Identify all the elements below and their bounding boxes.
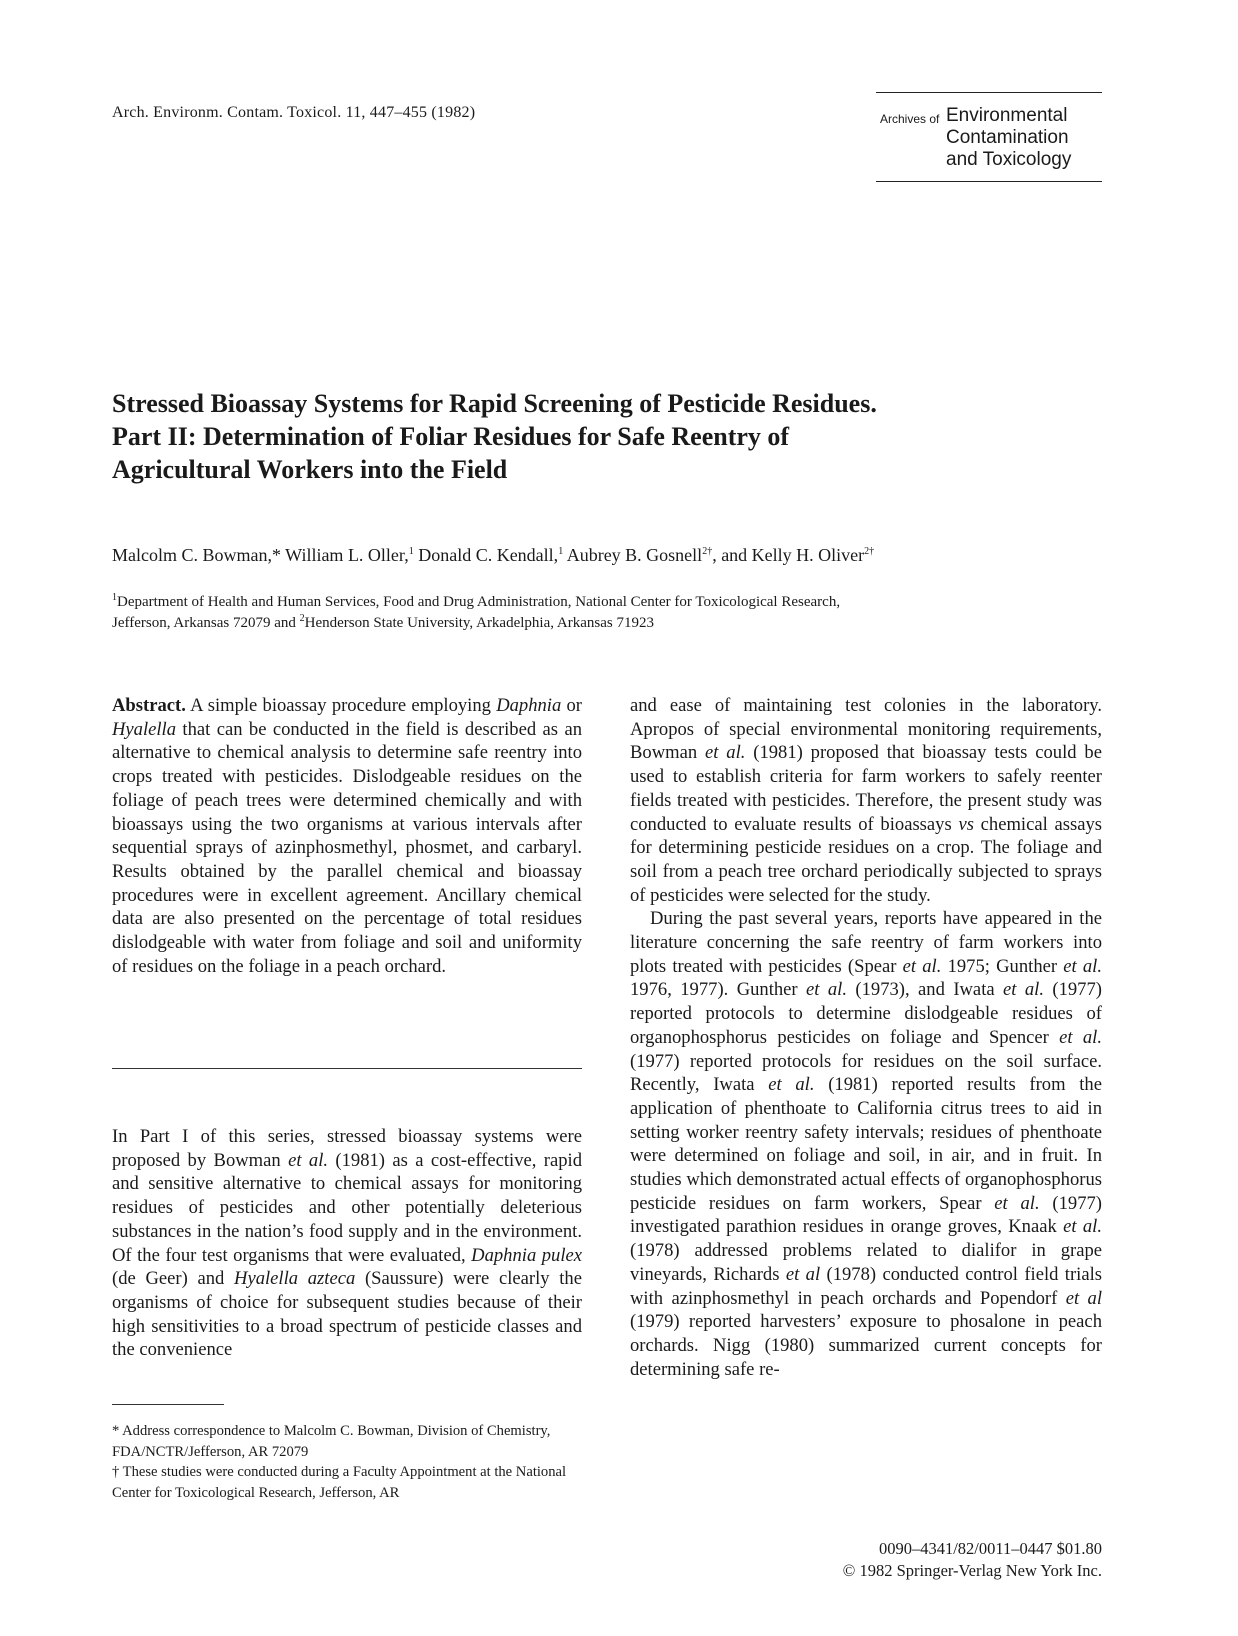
body-paragraph bbox=[630, 907, 1102, 1381]
author-oliver-affil: 2† bbox=[864, 546, 875, 557]
abstract-text: that can be conducted in the field is described as an alternative to chemical analysis to determine safe reentry into crops treated with pesticides. Dislodgeable residues on the foliage of peach trees were determined chemically and with bioassays using the two organisms at various intervals after sequential sprays of azinphosmethyl, phosmet, and carbaryl. Results obtained by the parallel chemical and bioassay procedures were in excellent agreement. Ancillary chemical data are also presented on the percentage of total residues dislodgeable with water from foliage and soil and uniformity of residues on the foliage in a peach orchard. bbox=[112, 718, 582, 977]
title-line3: Agricultural Workers into the Field bbox=[112, 455, 508, 484]
title-line2: Part II: Determination of Foliar Residues for Safe Reentry of bbox=[112, 422, 790, 451]
introduction-paragraph bbox=[112, 1125, 582, 1362]
body-text: (1973), and Iwata bbox=[847, 979, 1004, 1001]
abstract-label: Abstract. bbox=[112, 695, 186, 716]
body-text: and ease of maintaining test colonies in the laboratory. Apropos of special environmental monitoring requirements, Bowman bbox=[630, 695, 1102, 764]
body-text: (1979) reported harvesters’ exposure to phosalone in peach orchards. Nigg (1980) summarized current concepts for determining safe re- bbox=[630, 1311, 1102, 1380]
title-line1: Stressed Bioassay Systems for Rapid Screening of Pesticide Residues. bbox=[112, 389, 877, 418]
author-oller: William L. Oller, bbox=[281, 545, 409, 565]
paper-title bbox=[112, 387, 1112, 486]
body-etal: et al. bbox=[902, 955, 942, 977]
abstract-text: or bbox=[561, 695, 583, 716]
affil-sup-2: 2 bbox=[299, 613, 305, 624]
body-etal: et al. bbox=[1059, 1026, 1102, 1048]
intro-text: (Saussure) were clearly the organisms of choice for subsequent studies because of their high sensitivities to a broad spectrum of pesticide classes and the convenience bbox=[112, 1268, 582, 1361]
journal-name-line2: Contamination bbox=[946, 127, 1069, 148]
footnote-divider bbox=[112, 1404, 224, 1405]
journal-prefix: Archives of bbox=[880, 112, 940, 126]
author-kendall: Donald C. Kendall, bbox=[413, 545, 559, 565]
author-gosnell: Aubrey B. Gosnell bbox=[563, 545, 703, 565]
body-etal: et al. bbox=[1063, 1216, 1102, 1238]
affil-line2a: Jefferson, Arkansas 72079 and bbox=[112, 615, 300, 631]
intro-daphnia-pulex: Daphnia pulex bbox=[471, 1244, 583, 1266]
footnote-dagger: † These studies were conducted during a Faculty Appointment at the National Center for Toxicological Research, Jefferson, AR bbox=[112, 1464, 567, 1501]
intro-hyalella-azteca: Hyalella azteca bbox=[234, 1268, 356, 1290]
intro-text: In Part I of this series, stressed bioassay systems were proposed by Bowman bbox=[112, 1126, 582, 1171]
author-oller-affil: 1 bbox=[408, 546, 414, 557]
body-etal: et al. bbox=[806, 979, 847, 1001]
body-text: (1978) conducted control field trials with azinphosmethyl in peach orchards and Popendorf bbox=[630, 1263, 1102, 1309]
copyright: © 1982 Springer-Verlag New York Inc. bbox=[842, 1561, 1102, 1580]
affil-sup-1: 1 bbox=[112, 592, 117, 603]
body-vs: vs bbox=[958, 813, 974, 835]
body-text: (1981) reported results from the application of phenthoate to California citrus trees to aid in setting worker reentry safety intervals; residues of phenthoate were determined on foliage and soil, in air, and in fruit. In studies which demonstrated actual effects of organophosphorus pesticide residues on farm workers, Spear bbox=[630, 1074, 1102, 1214]
body-etal: et al. bbox=[1003, 979, 1044, 1001]
journal-name bbox=[946, 105, 1071, 171]
body-text: chemical assays for determining pesticide residues on a crop. The foliage and soil from a peach tree orchard periodically subjected to sprays of pesticides were selected for the study. bbox=[630, 813, 1102, 906]
journal-name-line3: and Toxicology bbox=[946, 149, 1072, 170]
footnotes bbox=[112, 1421, 584, 1503]
body-etal: et al bbox=[1065, 1287, 1102, 1309]
intro-etal: et al. bbox=[288, 1149, 329, 1171]
author-oliver: , and Kelly H. Oliver bbox=[712, 545, 865, 565]
publication-footer bbox=[780, 1538, 1102, 1582]
body-text: (1977) reported protocols for residues on the soil surface. Recently, Iwata bbox=[630, 1050, 1102, 1096]
author-kendall-affil: 1 bbox=[558, 546, 564, 557]
affiliations bbox=[112, 592, 1112, 634]
body-text: During the past several years, reports have appeared in the literature concerning the safe reentry of farm workers into plots treated with pesticides (Spear bbox=[630, 908, 1102, 977]
abstract-hyalella: Hyalella bbox=[112, 718, 177, 740]
body-etal: et al. bbox=[994, 1192, 1040, 1214]
abstract-text: A simple bioassay procedure employing bbox=[185, 695, 497, 716]
abstract-daphnia: Daphnia bbox=[496, 695, 562, 716]
body-text: 1975; Gunther bbox=[941, 955, 1064, 977]
body-text: (1981) proposed that bioassay tests could be used to establish criteria for farm workers to safely reenter fields treated with pesticides. Therefore, the present study was conducted to evaluate results of bioassays bbox=[630, 742, 1102, 835]
article-code: 0090–4341/82/0011–0447 $01.80 bbox=[878, 1539, 1102, 1558]
author-list bbox=[112, 545, 874, 566]
journal-masthead bbox=[876, 92, 1102, 182]
body-etal: et al. bbox=[1063, 955, 1102, 977]
intro-text: (de Geer) and bbox=[112, 1268, 235, 1290]
abstract-divider bbox=[112, 1068, 582, 1069]
abstract bbox=[112, 694, 582, 978]
right-column-body bbox=[630, 694, 1102, 1381]
journal-name-line1: Environmental bbox=[946, 105, 1068, 126]
body-text: (1978) addressed problems related to dialifor in grape vineyards, Richards bbox=[630, 1240, 1102, 1285]
body-text: (1977) investigated parathion residues in orange groves, Knaak bbox=[630, 1192, 1102, 1238]
body-etal: et al. bbox=[768, 1074, 815, 1096]
footnote-correspondence: * Address correspondence to Malcolm C. Bowman, Division of Chemistry, FDA/NCTR/Jefferson, AR 72079 bbox=[112, 1423, 551, 1460]
body-etal: et al. bbox=[705, 742, 746, 764]
author-gosnell-affil: 2† bbox=[702, 546, 713, 557]
journal-citation: Arch. Environm. Contam. Toxicol. 11, 447–455 (1982) bbox=[112, 104, 476, 121]
body-text: (1977) reported protocols to determine dislodgeable residues of organophosphorus pesticides on foliage and Spencer bbox=[630, 979, 1102, 1048]
body-etal: et al bbox=[785, 1263, 821, 1285]
body-text: 1976, 1977). Gunther bbox=[630, 979, 807, 1001]
author-bowman: Malcolm C. Bowman,* bbox=[112, 545, 281, 565]
intro-text: (1981) as a cost-effective, rapid and sensitive alternative to chemical assays for monitoring residues of pesticides and other potentially deleterious substances in the nation’s food supply and in the environment. Of the four test organisms that were evaluated, bbox=[112, 1149, 583, 1266]
affil-line2b: Henderson State University, Arkadelphia, Arkansas 71923 bbox=[304, 615, 654, 631]
affil-line1: Department of Health and Human Services, Food and Drug Administration, National Center for Toxicological Research, bbox=[117, 594, 841, 610]
body-paragraph bbox=[630, 694, 1102, 907]
